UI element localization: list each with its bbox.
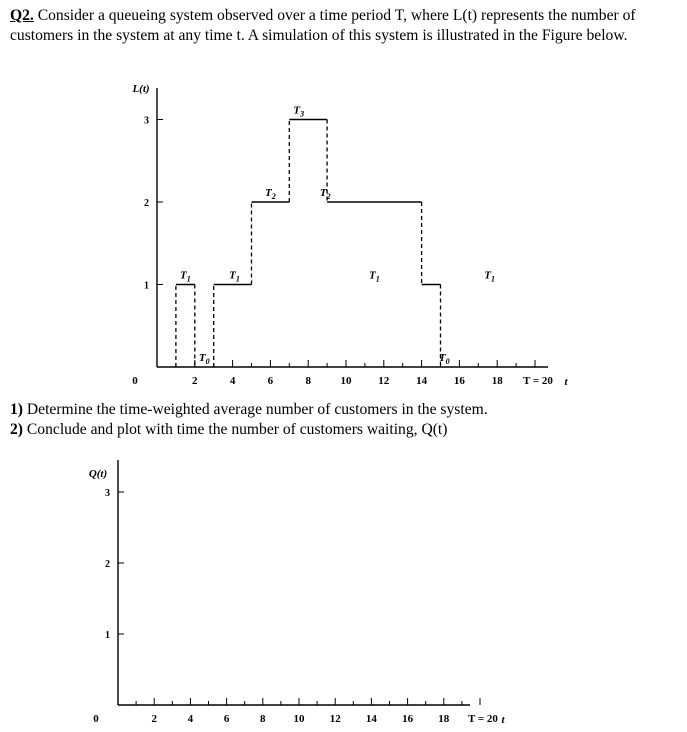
y-tick-label: 3	[144, 115, 149, 127]
interval-label: $T_1$	[484, 269, 496, 284]
x-tick-label: 14	[416, 375, 428, 387]
x-tick-label: T = 20	[523, 375, 553, 387]
x-tick-label: 6	[223, 713, 230, 725]
y-tick-label: 1	[144, 280, 149, 292]
x-tick-label: 12	[329, 713, 341, 725]
interval-label: $T_3$	[293, 104, 305, 119]
interval-label: $T_2$	[319, 187, 331, 201]
y-tick-label: 0	[132, 375, 138, 387]
x-tick-label: 8	[260, 713, 266, 725]
x-axis-label: t	[501, 714, 505, 726]
task-2	[10, 420, 488, 440]
interval-label: $T_0$	[198, 352, 210, 366]
y-tick-label: 1	[105, 630, 110, 641]
x-tick-label: 10	[293, 713, 305, 725]
x-tick-label: 14	[365, 713, 377, 725]
y-tick-label: 2	[144, 198, 149, 209]
y-axis-label: L(t)	[132, 83, 150, 95]
x-tick-label: 8	[305, 375, 311, 387]
y-tick-label: 2	[105, 559, 110, 570]
y-tick-label: 0	[93, 713, 99, 725]
x-tick-label: 4	[187, 713, 194, 725]
y-tick-label: 3	[105, 488, 110, 499]
task-list	[10, 400, 488, 439]
chart-Q-of-t	[89, 460, 506, 726]
x-tick-label: 10	[340, 375, 352, 387]
x-axis-label: t	[564, 376, 568, 388]
x-tick-label: 12	[378, 375, 390, 387]
x-tick-label: 4	[229, 375, 236, 387]
task-2-number: 2)	[10, 420, 23, 438]
question-number: Q2.	[10, 7, 34, 24]
x-tick-label: 16	[402, 713, 414, 725]
question-text: Consider a queueing system observed over a time period T, where L(t) represents the number of customers in the system at any time t. A simulation of this system is illustrated in the Figure below.	[10, 7, 636, 44]
task-1	[10, 400, 488, 420]
x-tick-label: 18	[438, 713, 450, 725]
x-tick-label: T = 20	[468, 713, 498, 725]
x-tick-label: 2	[151, 713, 157, 725]
interval-label: $T_0$	[438, 352, 450, 366]
interval-label: $T_2$	[265, 187, 276, 201]
interval-label: $T_1$	[368, 269, 380, 284]
y-axis-label: Q(t)	[88, 468, 108, 480]
x-tick-label: 6	[267, 375, 274, 387]
x-tick-label: 18	[491, 375, 503, 387]
task-2-text: Conclude and plot with time the number of customers waiting, Q(t)	[26, 420, 448, 438]
task-1-number: 1)	[10, 401, 23, 418]
interval-label: $T_1$	[179, 269, 191, 284]
chart-L-of-t	[131, 83, 568, 388]
interval-label: $T_1$	[229, 269, 240, 284]
x-tick-label: 2	[192, 375, 198, 387]
x-tick-label: 16	[453, 375, 465, 387]
task-1-text: Determine the time-weighted average number of customers in the system.	[26, 401, 488, 418]
